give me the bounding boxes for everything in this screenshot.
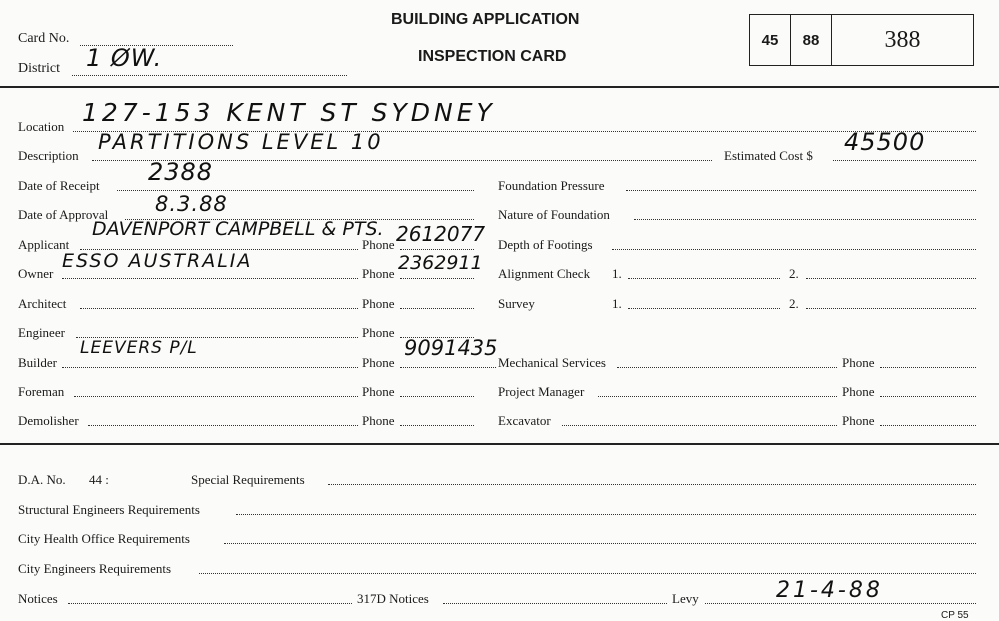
depth-of-footings-line <box>612 249 976 250</box>
builder-value: LEEVERS P/L <box>80 338 198 358</box>
special-requirements-label: Special Requirements <box>191 472 305 487</box>
alignment-check-label: Alignment Check <box>498 266 591 281</box>
levy-value: 21-4-88 <box>776 578 883 603</box>
owner-value: ESSO AUSTRALIA <box>62 250 253 272</box>
survey-label: Survey <box>498 296 535 311</box>
da-no-value: 44 : <box>89 472 109 487</box>
architect-phone-label: Phone <box>362 296 395 311</box>
survey-item-2: 2. <box>789 296 799 311</box>
header-divider <box>0 86 999 88</box>
applicant-value: DAVENPORT CAMPBELL & PTS. <box>92 218 384 240</box>
builder-line <box>62 367 358 368</box>
owner-phone-value: 2362911 <box>398 252 483 274</box>
engineer-label: Engineer <box>18 325 65 340</box>
survey-line-1 <box>628 308 780 309</box>
applicant-phone-value: 2612077 <box>396 222 486 246</box>
survey-line-2 <box>806 308 976 309</box>
notices-317d-line <box>443 603 667 604</box>
date-of-receipt-value: 2388 <box>148 158 214 186</box>
builder-phone-line <box>400 367 496 368</box>
da-no-label: D.A. No. <box>18 472 66 487</box>
excavator-phone-label: Phone <box>842 413 875 428</box>
applicant-phone-line <box>400 249 474 250</box>
foreman-phone-line <box>400 396 474 397</box>
district-line <box>72 75 347 76</box>
structural-engineers-label: Structural Engineers Requirements <box>18 502 200 517</box>
alignment-check-item-2: 2. <box>789 266 799 281</box>
alignment-check-item-1: 1. <box>612 266 622 281</box>
excavator-label: Excavator <box>498 413 551 428</box>
foreman-line <box>74 396 358 397</box>
mechanical-services-phone-line <box>880 367 976 368</box>
footer-divider <box>0 443 999 445</box>
demolisher-label: Demolisher <box>18 413 79 428</box>
date-of-receipt-line <box>117 190 474 191</box>
project-manager-phone-line <box>880 396 976 397</box>
form-code: CP 55 <box>941 610 969 621</box>
form-title-line1: BUILDING APPLICATION <box>391 11 580 28</box>
city-health-label: City Health Office Requirements <box>18 531 190 546</box>
estimated-cost-label: Estimated Cost $ <box>724 148 813 163</box>
applicant-phone-label: Phone <box>362 237 395 252</box>
project-manager-label: Project Manager <box>498 384 585 399</box>
card-number-box <box>749 14 974 66</box>
architect-label: Architect <box>18 296 67 311</box>
demolisher-line <box>88 425 358 426</box>
demolisher-phone-label: Phone <box>362 413 395 428</box>
location-value: 127-153 KENT ST SYDNEY <box>82 98 496 127</box>
builder-phone-value: 9091435 <box>404 336 498 360</box>
alignment-check-line-2 <box>806 278 976 279</box>
mechanical-services-label: Mechanical Services <box>498 355 606 370</box>
applicant-label: Applicant <box>18 237 70 252</box>
project-manager-phone-label: Phone <box>842 384 875 399</box>
levy-label: Levy <box>672 591 699 606</box>
description-label: Description <box>18 148 79 163</box>
card-number-main: 388 <box>884 26 921 53</box>
structural-engineers-line <box>236 514 976 515</box>
card-number-cell-1: 45 <box>750 15 791 65</box>
owner-line <box>62 278 358 279</box>
notices-label: Notices <box>18 591 58 606</box>
owner-label: Owner <box>18 266 54 281</box>
foreman-phone-label: Phone <box>362 384 395 399</box>
foundation-pressure-label: Foundation Pressure <box>498 178 605 193</box>
foreman-label: Foreman <box>18 384 65 399</box>
notices-317d-label: 317D Notices <box>357 591 429 606</box>
city-health-line <box>224 543 976 544</box>
alignment-check-line-1 <box>628 278 780 279</box>
mechanical-services-phone-label: Phone <box>842 355 875 370</box>
architect-line <box>80 308 358 309</box>
card-number-cell-2: 88 <box>791 15 832 65</box>
city-engineers-line <box>199 573 976 574</box>
nature-of-foundation-line <box>634 219 976 220</box>
builder-label: Builder <box>18 355 57 370</box>
engineer-phone-label: Phone <box>362 325 395 340</box>
card-no-label: Card No. <box>18 31 70 46</box>
district-label: District <box>18 61 60 76</box>
owner-phone-line <box>400 278 474 279</box>
project-manager-line <box>598 396 837 397</box>
date-of-approval-value: 8.3.88 <box>155 192 228 216</box>
builder-phone-label: Phone <box>362 355 395 370</box>
architect-phone-line <box>400 308 474 309</box>
excavator-phone-line <box>880 425 976 426</box>
owner-phone-label: Phone <box>362 266 395 281</box>
date-of-receipt-label: Date of Receipt <box>18 178 100 193</box>
city-engineers-label: City Engineers Requirements <box>18 561 172 576</box>
survey-item-1: 1. <box>612 296 622 311</box>
demolisher-phone-line <box>400 425 474 426</box>
district-value: 1 ØW. <box>86 44 163 72</box>
location-label: Location <box>18 119 65 134</box>
estimated-cost-value: 45500 <box>844 128 926 156</box>
notices-line <box>68 603 352 604</box>
nature-of-foundation-label: Nature of Foundation <box>498 207 610 222</box>
depth-of-footings-label: Depth of Footings <box>498 237 593 252</box>
description-value: PARTITIONS LEVEL 10 <box>98 130 384 154</box>
form-title-line2: INSPECTION CARD <box>418 48 567 65</box>
estimated-cost-line <box>833 160 976 161</box>
mechanical-services-line <box>617 367 837 368</box>
special-requirements-line <box>328 484 976 485</box>
foundation-pressure-line <box>626 190 976 191</box>
levy-line <box>705 603 976 604</box>
date-of-approval-label: Date of Approval <box>18 207 109 222</box>
excavator-line <box>562 425 837 426</box>
